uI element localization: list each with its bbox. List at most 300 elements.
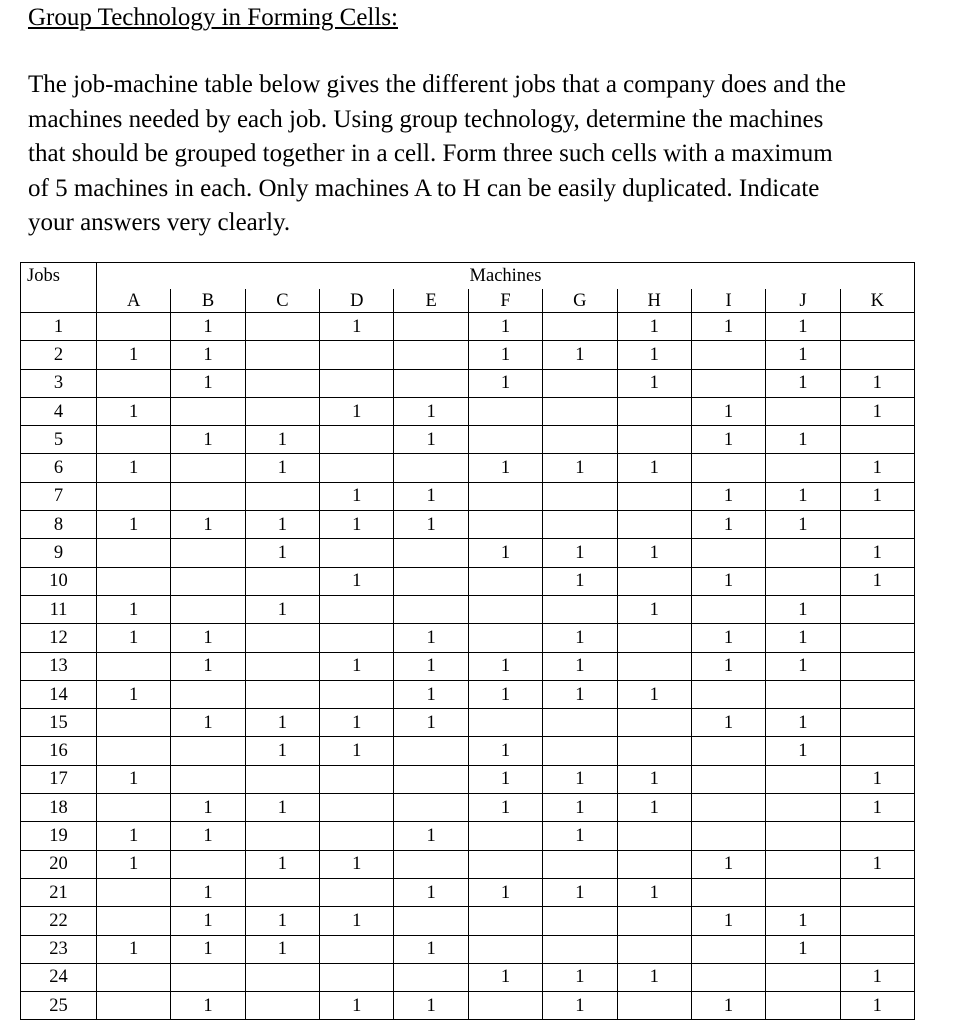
- cell-d: [320, 878, 394, 906]
- cell-i: 1: [691, 624, 765, 652]
- machine-header-b: B: [171, 289, 245, 313]
- cell-j: [766, 878, 840, 906]
- cell-h: 1: [617, 341, 691, 369]
- cell-f: [468, 397, 542, 425]
- cell-k: [840, 595, 914, 623]
- cell-b: [171, 737, 245, 765]
- cell-c: [245, 341, 319, 369]
- cell-f: 1: [468, 313, 542, 341]
- job-number: 25: [21, 992, 97, 1020]
- machine-header-j: J: [766, 289, 840, 313]
- cell-a: 1: [97, 935, 171, 963]
- cell-a: 1: [97, 624, 171, 652]
- cell-c: [245, 765, 319, 793]
- cell-k: 1: [840, 992, 914, 1020]
- table-row: [21, 963, 915, 991]
- cell-g: [543, 369, 617, 397]
- cell-h: [617, 624, 691, 652]
- cell-k: [840, 935, 914, 963]
- cell-j: 1: [766, 935, 840, 963]
- cell-d: [320, 822, 394, 850]
- cell-h: 1: [617, 313, 691, 341]
- table-row: [21, 878, 915, 906]
- table-row: [21, 652, 915, 680]
- cell-i: 1: [691, 511, 765, 539]
- cell-a: 1: [97, 454, 171, 482]
- cell-b: 1: [171, 511, 245, 539]
- job-number: 13: [21, 652, 97, 680]
- cell-b: 1: [171, 426, 245, 454]
- job-number: 11: [21, 595, 97, 623]
- cell-c: [245, 963, 319, 991]
- cell-a: [97, 878, 171, 906]
- job-number: 15: [21, 709, 97, 737]
- cell-c: 1: [245, 907, 319, 935]
- cell-h: [617, 652, 691, 680]
- cell-d: 1: [320, 850, 394, 878]
- paragraph-line: The job-machine table below gives the different jobs that a company does and the: [28, 71, 847, 98]
- cell-g: 1: [543, 765, 617, 793]
- cell-a: [97, 992, 171, 1020]
- problem-statement: [28, 68, 928, 241]
- cell-e: [394, 737, 468, 765]
- cell-a: [97, 482, 171, 510]
- cell-d: 1: [320, 511, 394, 539]
- cell-e: [394, 454, 468, 482]
- cell-i: [691, 539, 765, 567]
- cell-k: [840, 878, 914, 906]
- cell-k: 1: [840, 539, 914, 567]
- cell-g: [543, 397, 617, 425]
- job-number: 24: [21, 963, 97, 991]
- cell-j: 1: [766, 426, 840, 454]
- cell-e: [394, 794, 468, 822]
- machine-header-a: A: [97, 289, 171, 313]
- cell-f: 1: [468, 652, 542, 680]
- cell-j: 1: [766, 652, 840, 680]
- cell-i: [691, 737, 765, 765]
- cell-d: 1: [320, 652, 394, 680]
- cell-e: [394, 567, 468, 595]
- cell-g: 1: [543, 822, 617, 850]
- cell-j: [766, 765, 840, 793]
- cell-c: 1: [245, 454, 319, 482]
- cell-f: [468, 426, 542, 454]
- cell-k: 1: [840, 794, 914, 822]
- cell-e: 1: [394, 652, 468, 680]
- job-number: 21: [21, 878, 97, 906]
- cell-e: [394, 595, 468, 623]
- cell-f: 1: [468, 765, 542, 793]
- cell-i: [691, 963, 765, 991]
- cell-b: [171, 850, 245, 878]
- cell-a: [97, 963, 171, 991]
- cell-a: [97, 313, 171, 341]
- cell-e: 1: [394, 878, 468, 906]
- machine-letters-row: [21, 289, 915, 313]
- cell-d: [320, 454, 394, 482]
- cell-c: [245, 369, 319, 397]
- table-top-header-row: [21, 263, 915, 290]
- cell-f: [468, 850, 542, 878]
- table-row: [21, 850, 915, 878]
- machine-header-g: G: [543, 289, 617, 313]
- cell-g: 1: [543, 680, 617, 708]
- paragraph-line: machines needed by each job. Using group technology, determine the machines: [28, 105, 824, 133]
- cell-f: [468, 992, 542, 1020]
- machine-header-i: I: [691, 289, 765, 313]
- cell-g: 1: [543, 794, 617, 822]
- cell-k: [840, 709, 914, 737]
- cell-e: 1: [394, 992, 468, 1020]
- table-row: [21, 709, 915, 737]
- cell-h: [617, 850, 691, 878]
- cell-h: [617, 511, 691, 539]
- cell-b: 1: [171, 313, 245, 341]
- cell-f: [468, 511, 542, 539]
- cell-j: [766, 992, 840, 1020]
- cell-c: [245, 652, 319, 680]
- job-number: 7: [21, 482, 97, 510]
- cell-c: 1: [245, 511, 319, 539]
- cell-c: [245, 313, 319, 341]
- cell-f: 1: [468, 539, 542, 567]
- cell-b: 1: [171, 992, 245, 1020]
- job-number: 17: [21, 765, 97, 793]
- cell-b: 1: [171, 369, 245, 397]
- cell-e: 1: [394, 397, 468, 425]
- cell-j: [766, 963, 840, 991]
- cell-i: [691, 369, 765, 397]
- cell-k: 1: [840, 765, 914, 793]
- cell-b: [171, 567, 245, 595]
- cell-d: [320, 765, 394, 793]
- machine-header-k: K: [840, 289, 914, 313]
- cell-h: [617, 907, 691, 935]
- cell-k: [840, 511, 914, 539]
- table-row: [21, 482, 915, 510]
- table-row: [21, 567, 915, 595]
- cell-f: [468, 822, 542, 850]
- cell-j: [766, 822, 840, 850]
- cell-j: [766, 794, 840, 822]
- cell-h: [617, 935, 691, 963]
- cell-e: [394, 765, 468, 793]
- cell-j: 1: [766, 907, 840, 935]
- cell-g: 1: [543, 878, 617, 906]
- cell-f: 1: [468, 369, 542, 397]
- cell-f: 1: [468, 737, 542, 765]
- cell-a: [97, 369, 171, 397]
- cell-k: 1: [840, 963, 914, 991]
- cell-g: 1: [543, 963, 617, 991]
- cell-g: [543, 907, 617, 935]
- cell-c: [245, 992, 319, 1020]
- cell-c: 1: [245, 426, 319, 454]
- cell-g: 1: [543, 992, 617, 1020]
- cell-b: [171, 963, 245, 991]
- cell-d: [320, 341, 394, 369]
- machine-header-h: H: [617, 289, 691, 313]
- job-machine-table: [20, 262, 915, 1020]
- cell-h: [617, 426, 691, 454]
- cell-g: [543, 511, 617, 539]
- cell-j: 1: [766, 511, 840, 539]
- job-number: 20: [21, 850, 97, 878]
- cell-e: 1: [394, 511, 468, 539]
- cell-c: [245, 878, 319, 906]
- table-row: [21, 765, 915, 793]
- cell-g: [543, 426, 617, 454]
- cell-h: [617, 709, 691, 737]
- table-row: [21, 794, 915, 822]
- table-row: [21, 680, 915, 708]
- cell-k: [840, 624, 914, 652]
- table-row: [21, 624, 915, 652]
- cell-g: [543, 935, 617, 963]
- cell-j: 1: [766, 624, 840, 652]
- cell-k: 1: [840, 454, 914, 482]
- cell-e: [394, 341, 468, 369]
- cell-g: [543, 595, 617, 623]
- cell-d: 1: [320, 397, 394, 425]
- cell-j: 1: [766, 709, 840, 737]
- job-number: 18: [21, 794, 97, 822]
- cell-c: [245, 680, 319, 708]
- paragraph-line: your answers very clearly.: [28, 209, 291, 236]
- cell-b: [171, 680, 245, 708]
- cell-a: [97, 737, 171, 765]
- job-number: 8: [21, 511, 97, 539]
- cell-h: 1: [617, 369, 691, 397]
- cell-a: 1: [97, 850, 171, 878]
- cell-b: 1: [171, 341, 245, 369]
- cell-f: 1: [468, 454, 542, 482]
- table-row: [21, 341, 915, 369]
- cell-c: [245, 567, 319, 595]
- cell-c: 1: [245, 595, 319, 623]
- table-row: [21, 454, 915, 482]
- cell-g: [543, 737, 617, 765]
- cell-j: [766, 397, 840, 425]
- cell-e: 1: [394, 935, 468, 963]
- cell-b: [171, 539, 245, 567]
- cell-b: [171, 482, 245, 510]
- cell-b: [171, 454, 245, 482]
- cell-i: [691, 680, 765, 708]
- cell-a: [97, 539, 171, 567]
- cell-j: [766, 567, 840, 595]
- cell-h: 1: [617, 595, 691, 623]
- cell-b: 1: [171, 907, 245, 935]
- cell-b: 1: [171, 709, 245, 737]
- cell-g: 1: [543, 454, 617, 482]
- cell-b: 1: [171, 878, 245, 906]
- cell-c: [245, 397, 319, 425]
- table-row: [21, 907, 915, 935]
- table-row: [21, 539, 915, 567]
- cell-c: 1: [245, 794, 319, 822]
- cell-h: 1: [617, 963, 691, 991]
- cell-i: 1: [691, 992, 765, 1020]
- cell-e: [394, 963, 468, 991]
- cell-f: 1: [468, 963, 542, 991]
- cell-k: 1: [840, 567, 914, 595]
- cell-c: [245, 822, 319, 850]
- cell-j: 1: [766, 595, 840, 623]
- cell-i: 1: [691, 313, 765, 341]
- cell-a: 1: [97, 341, 171, 369]
- cell-i: [691, 794, 765, 822]
- jobs-header-spacer: [21, 289, 97, 313]
- cell-c: 1: [245, 539, 319, 567]
- cell-h: [617, 737, 691, 765]
- cell-a: [97, 794, 171, 822]
- cell-f: 1: [468, 341, 542, 369]
- cell-e: 1: [394, 680, 468, 708]
- cell-b: 1: [171, 935, 245, 963]
- cell-g: [543, 313, 617, 341]
- cell-c: 1: [245, 935, 319, 963]
- cell-g: [543, 482, 617, 510]
- cell-a: 1: [97, 397, 171, 425]
- cell-g: 1: [543, 341, 617, 369]
- page-title: Group Technology in Forming Cells:: [28, 4, 398, 31]
- cell-e: [394, 539, 468, 567]
- cell-f: 1: [468, 794, 542, 822]
- cell-b: 1: [171, 624, 245, 652]
- cell-f: [468, 935, 542, 963]
- cell-a: [97, 426, 171, 454]
- cell-k: 1: [840, 482, 914, 510]
- cell-h: [617, 822, 691, 850]
- machine-header-e: E: [394, 289, 468, 313]
- cell-h: 1: [617, 680, 691, 708]
- cell-d: [320, 595, 394, 623]
- cell-e: 1: [394, 709, 468, 737]
- table-row: [21, 935, 915, 963]
- cell-i: [691, 765, 765, 793]
- cell-k: [840, 737, 914, 765]
- job-number: 10: [21, 567, 97, 595]
- cell-k: [840, 907, 914, 935]
- cell-j: [766, 850, 840, 878]
- cell-k: [840, 822, 914, 850]
- job-number: 4: [21, 397, 97, 425]
- cell-k: [840, 426, 914, 454]
- cell-j: 1: [766, 737, 840, 765]
- jobs-column-header: Jobs: [21, 263, 97, 290]
- cell-d: 1: [320, 907, 394, 935]
- cell-d: 1: [320, 992, 394, 1020]
- cell-f: [468, 595, 542, 623]
- cell-a: [97, 567, 171, 595]
- cell-f: [468, 624, 542, 652]
- cell-a: 1: [97, 765, 171, 793]
- cell-i: 1: [691, 709, 765, 737]
- job-number: 2: [21, 341, 97, 369]
- machine-header-c: C: [245, 289, 319, 313]
- cell-j: [766, 539, 840, 567]
- cell-j: 1: [766, 313, 840, 341]
- job-number: 22: [21, 907, 97, 935]
- paragraph-line: of 5 machines in each. Only machines A to H can be easily duplicated. Indicate: [28, 174, 820, 202]
- cell-f: [468, 482, 542, 510]
- cell-c: [245, 624, 319, 652]
- cell-i: 1: [691, 850, 765, 878]
- cell-e: [394, 850, 468, 878]
- cell-e: 1: [394, 822, 468, 850]
- cell-a: [97, 907, 171, 935]
- cell-d: [320, 426, 394, 454]
- cell-i: [691, 454, 765, 482]
- cell-k: [840, 652, 914, 680]
- job-number: 6: [21, 454, 97, 482]
- cell-d: [320, 794, 394, 822]
- cell-a: 1: [97, 511, 171, 539]
- cell-k: [840, 313, 914, 341]
- cell-c: [245, 482, 319, 510]
- cell-j: 1: [766, 369, 840, 397]
- table-row: [21, 737, 915, 765]
- cell-d: [320, 963, 394, 991]
- cell-d: [320, 539, 394, 567]
- cell-d: [320, 935, 394, 963]
- cell-d: 1: [320, 737, 394, 765]
- cell-b: [171, 397, 245, 425]
- cell-k: 1: [840, 397, 914, 425]
- cell-e: 1: [394, 482, 468, 510]
- table-row: [21, 992, 915, 1020]
- cell-g: 1: [543, 567, 617, 595]
- cell-j: 1: [766, 341, 840, 369]
- cell-h: 1: [617, 878, 691, 906]
- cell-k: 1: [840, 850, 914, 878]
- cell-i: [691, 822, 765, 850]
- cell-i: 1: [691, 907, 765, 935]
- cell-h: 1: [617, 794, 691, 822]
- cell-f: 1: [468, 680, 542, 708]
- cell-e: [394, 907, 468, 935]
- cell-d: 1: [320, 313, 394, 341]
- cell-a: [97, 709, 171, 737]
- cell-j: [766, 454, 840, 482]
- cell-c: 1: [245, 709, 319, 737]
- cell-b: [171, 595, 245, 623]
- cell-d: [320, 369, 394, 397]
- cell-g: 1: [543, 539, 617, 567]
- cell-a: [97, 652, 171, 680]
- job-number: 1: [21, 313, 97, 341]
- cell-b: 1: [171, 794, 245, 822]
- table-row: [21, 369, 915, 397]
- cell-i: [691, 341, 765, 369]
- cell-i: [691, 595, 765, 623]
- cell-i: 1: [691, 397, 765, 425]
- cell-b: 1: [171, 652, 245, 680]
- job-number: 5: [21, 426, 97, 454]
- cell-h: [617, 567, 691, 595]
- cell-i: [691, 878, 765, 906]
- table-row: [21, 397, 915, 425]
- cell-a: 1: [97, 822, 171, 850]
- paragraph-line: that should be grouped together in a cell. Form three such cells with a maximum: [28, 140, 833, 167]
- table-row: [21, 595, 915, 623]
- cell-i: 1: [691, 567, 765, 595]
- machine-header-f: F: [468, 289, 542, 313]
- cell-g: 1: [543, 652, 617, 680]
- cell-b: 1: [171, 822, 245, 850]
